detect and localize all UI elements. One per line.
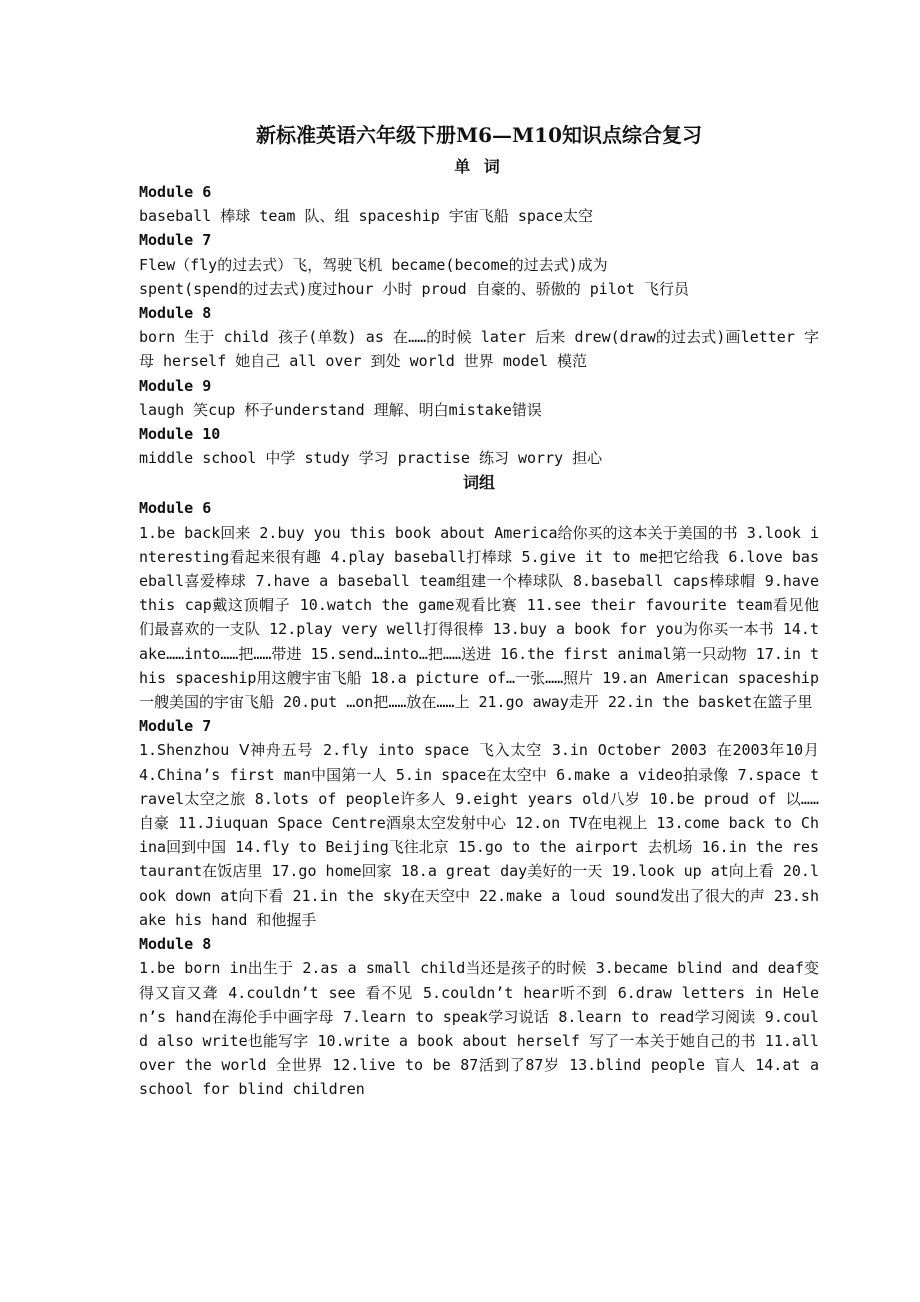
- vocab-module-7: [139, 228, 819, 301]
- phrase-paragraph: 1.be born in出生于 2.as a small child当还是孩子的时候 3.became blind and deaf变得又盲又聋 4.couldn’t see 看不见 5.couldn’t hear听不到 6.draw letters in Helen’s hand在海伦手中画字母 7.learn to speak学习说话 8.learn to read学习阅读 9.could also write也能写字 10.write a book about herself 写了一本关于她自己的书 11.all over the world 全世界 12.live to be 87活到了87岁 13.blind people 盲人 14.at a school for blind children: [139, 959, 819, 1099]
- vocab-line: Flew（fly的过去式）飞，驾驶飞机 became(become的过去式)成为: [139, 255, 608, 274]
- vocab-module-10: [139, 422, 819, 470]
- vocab-line: baseball 棒球 team 队、组 spaceship 宇宙飞船 space太空: [139, 207, 593, 226]
- phrases-heading: 词组: [462, 473, 495, 493]
- vocab-module-8: [139, 301, 819, 374]
- module-heading: Module 6: [139, 183, 212, 201]
- phrases-module-7: [139, 714, 819, 932]
- document-page: [139, 118, 819, 1102]
- vocab-module-9: [139, 374, 819, 422]
- module-heading: Module 10: [139, 425, 221, 444]
- module-heading: Module 7: [139, 717, 212, 736]
- phrases-module-8: [139, 932, 819, 1101]
- module-heading: Module 8: [139, 935, 212, 954]
- module-heading: Module 9: [139, 376, 212, 395]
- module-heading: Module 8: [139, 304, 212, 323]
- phrase-paragraph: 1.be back回来 2.buy you this book about America给你买的这本关于美国的书 3.look interesting看起来很有趣 4.play baseball打棒球 5.give it to me把它给我 6.love baseball喜爱棒球 7.have a baseball team组建一个棒球队 8.baseball caps棒球帽 9.have this cap戴这顶帽子 10.watch the game观看比赛 11.see their favourite team看见他们最喜欢的一支队 12.play very well打得很棒 13.buy a book for you为你买一本书 14.take……into……把……带进 15.send…into…把……送进 16.the first animal第一只动物 17.in this spaceship用这艘宇宙飞船 18.a picture of…一张……照片 19.an American spaceship 一艘美国的宇宙飞船 20.put …on把……放在……上 21.go away走开 22.in the basket在篮子里: [139, 523, 819, 712]
- vocab-line: middle school 中学 study 学习 practise 练习 worry 担心: [139, 449, 603, 468]
- module-heading: Module 6: [139, 499, 212, 518]
- document-title: 新标准英语六年级下册M6—M10知识点综合复习: [255, 123, 703, 147]
- vocab-module-6: [139, 180, 819, 228]
- phrase-paragraph: 1.Shenzhou Ⅴ神舟五号 2.fly into space 飞入太空 3.in October 2003 在2003年10月 4.China’s first man中国第一人 5.in space在太空中 6.make a video拍录像 7.space travel太空之旅 8.lots of people许多人 9.eight years old八岁 10.be proud of 以……自豪 11.Jiuquan Space Centre酒泉太空发射中心 12.on TV在电视上 13.come back to China回到中国 14.fly to Beijing飞往北京 15.go to the airport 去机场 16.in the restaurant在饭店里 17.go home回家 18.a great day美好的一天 19.look up at向上看 20.look down at向下看 21.in the sky在天空中 22.make a loud sound发出了很大的声 23.shake his hand 和他握手: [139, 741, 819, 929]
- phrases-module-6: [139, 496, 819, 714]
- vocab-line: spent(spend的过去式)度过hour 小时 proud 自豪的、骄傲的 pilot 飞行员: [139, 279, 689, 298]
- module-heading: Module 7: [139, 231, 212, 250]
- vocab-line: laugh 笑cup 杯子understand 理解、明白mistake错误: [139, 400, 542, 419]
- vocab-heading: 单 词: [454, 157, 504, 176]
- vocab-line: born 生于 child 孩子(单数) as 在……的时候 later 后来 drew(draw的过去式)画letter 字母 herself 她自己 all over 到处 world 世界 model 模范: [139, 328, 819, 371]
